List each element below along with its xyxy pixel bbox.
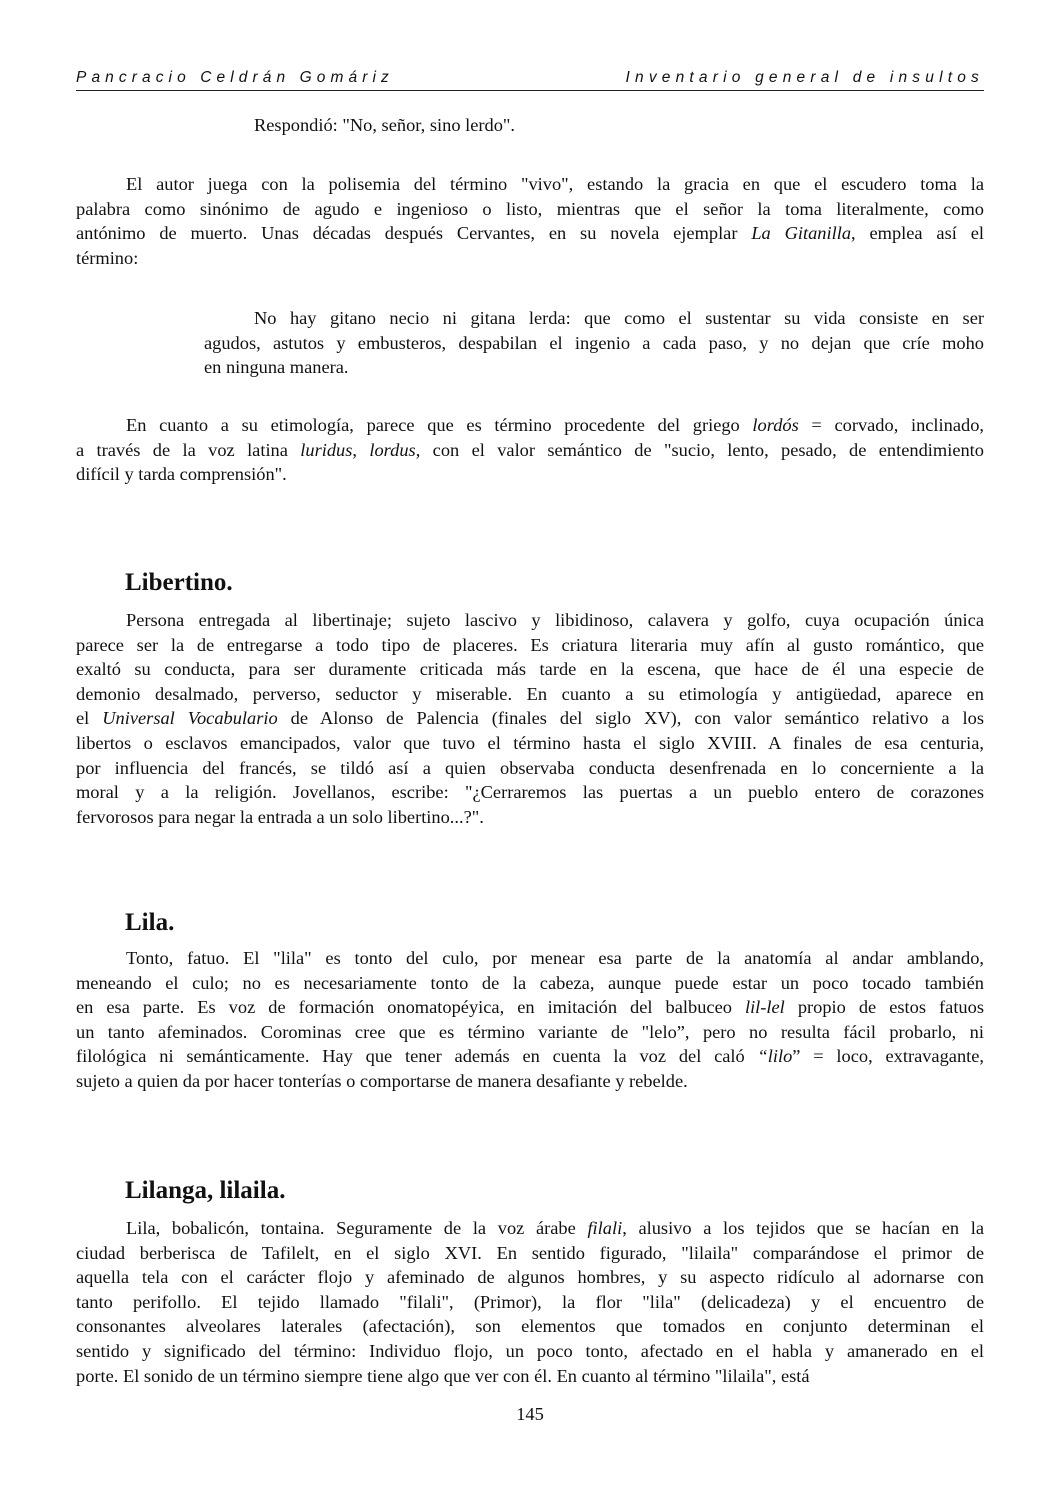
- text-line: aquella tela con el carácter flojo y afeminado de algunos hombres, y su aspecto ridículo al adornarse con: [76, 1267, 984, 1288]
- text-line: ciudad berberisca de Tafilelt, en el siglo XVI. En sentido figurado, "lilaila" comparándose el primor de: [76, 1242, 984, 1263]
- italic-term: La Gitanilla: [751, 223, 852, 244]
- text-line: Persona entregada al libertinaje; sujeto lascivo y libidinoso, calavera y golfo, cuya ocupación única: [126, 610, 984, 630]
- italic-term: “lilo: [757, 1046, 793, 1067]
- italic-term: lordós: [752, 415, 799, 435]
- italic-term: lil-lel: [744, 997, 785, 1018]
- text-line: exaltó su conducta, para ser duramente criticada más tarde en la escena, que hace de él una especie de: [76, 659, 984, 680]
- quote-line: agudos, astutos y embusteros, despabilan el ingenio a cada paso, y no dejan que críe moho: [204, 332, 984, 353]
- dialogue-line: Respondió: "No, señor, sino lerdo".: [254, 115, 515, 135]
- text-line: parece ser la de entregarse a todo tipo de placeres. Es criatura literaria muy afín al gusto romántico, que: [76, 634, 984, 655]
- text-line: filológica ni semánticamente. Hay que tener además en cuenta la voz del caló “lilo” = loco, extravagante,: [76, 1046, 985, 1067]
- text-line: demonio desalmado, perverso, seductor y miserable. En cuanto a su etimología y antigüedad, aparece en: [76, 683, 984, 704]
- entry-heading-lila: Lila.: [125, 909, 175, 936]
- quote-line: No hay gitano necio ni gitana lerda: que como el sustentar su vida consiste en ser: [254, 308, 984, 328]
- text-line: moral y a la religión. Jovellanos, escribe: "¿Cerraremos las puertas a un pueblo entero de corazones: [76, 782, 984, 803]
- text-line: difícil y tarda comprensión".: [76, 464, 287, 485]
- page-number: 145: [516, 1404, 544, 1424]
- text-line: libertos o esclavos emancipados, valor que tuvo el término hasta el siglo XVIII. A finales de esa centuria,: [76, 732, 984, 753]
- entry-body-lila: [76, 946, 984, 1094]
- text-line: antónimo de muerto. Unas décadas después Cervantes, en su novela ejemplar La Gitanilla, emplea así el: [76, 223, 984, 244]
- text-line: Lila, bobalicón, tontaina. Seguramente de la voz árabe filali, alusivo a los tejidos que se hacían en la: [126, 1218, 984, 1238]
- italic-term: lordus: [369, 439, 416, 460]
- italic-term: filali: [587, 1218, 623, 1238]
- text-line: sentido y significado del término: Individuo flojo, un poco tonto, afectado en el habla y amanerado en el: [76, 1340, 984, 1361]
- text-line: En cuanto a su etimología, parece que es término procedente del griego lordós = corvado, inclinado,: [126, 415, 984, 435]
- entry-body-libertino: [76, 608, 984, 829]
- text-line: en esa parte. Es voz de formación onomatopéyica, en imitación del balbuceo lil-lel propio de estos fatuos: [76, 997, 984, 1018]
- italic-term: luridus: [300, 439, 353, 460]
- paragraph-etimologia: [76, 413, 984, 487]
- text-line: por influencia del francés, se tildó así a quien observaba conducta desenfrenada en lo concerniente a la: [76, 757, 984, 778]
- text-line: consonantes alveolares laterales (afectación), son elementos que tomados en conjunto determinan el: [76, 1316, 984, 1337]
- paragraph-polisemia: [76, 172, 984, 270]
- text-line: fervorosos para negar la entrada a un solo libertino...?".: [76, 806, 484, 827]
- text-line: El autor juega con la polisemia del término "vivo", estando la gracia en que el escudero toma la: [126, 174, 984, 194]
- text-line: tanto perifollo. El tejido llamado "filali", (Primor), la flor "lila" (delicadeza) y el encuentro de: [76, 1291, 984, 1312]
- running-header-title: Inventario general de insultos: [625, 69, 984, 86]
- text-line: término:: [76, 247, 139, 268]
- quote-line: en ninguna manera.: [204, 357, 349, 378]
- header-rule: [76, 90, 984, 91]
- text-line: sujeto a quien da por hacer tonterías o comportarse de manera desafiante y rebelde.: [76, 1070, 688, 1091]
- entry-heading-lilanga: Lilanga, lilaila.: [125, 1177, 286, 1204]
- text-line: un tanto afeminados. Corominas cree que es término variante de "lelo”, pero no resulta fácil probarlo, ni: [76, 1021, 984, 1042]
- text-line: Tonto, fatuo. El "lila" es tonto del culo, por menear esa parte de la anatomía al andar amblando,: [126, 948, 984, 968]
- text-line: meneando el culo; no es necesariamente tonto de la cabeza, aunque puede estar un poco tocado también: [76, 972, 984, 993]
- running-header-author: Pancracio Celdrán Gomáriz: [76, 69, 394, 86]
- entry-heading-libertino: Libertino.: [125, 569, 233, 596]
- italic-term: Universal Vocabulario: [102, 708, 278, 729]
- text-line: el Universal Vocabulario de Alonso de Palencia (finales del siglo XV), con valor semántico relativo a los: [76, 708, 984, 729]
- cervantes-quote: [204, 306, 984, 380]
- text-line: porte. El sonido de un término siempre tiene algo que ver con él. En cuanto al término "lilaila", está: [76, 1365, 810, 1386]
- text-line: palabra como sinónimo de agudo e ingenioso o listo, mientras que el señor la toma literalmente, como: [76, 198, 984, 219]
- text-line: a través de la voz latina luridus, lordus, con el valor semántico de "sucio, lento, pesado, de entendimiento: [76, 439, 984, 460]
- entry-body-lilanga: [76, 1216, 984, 1388]
